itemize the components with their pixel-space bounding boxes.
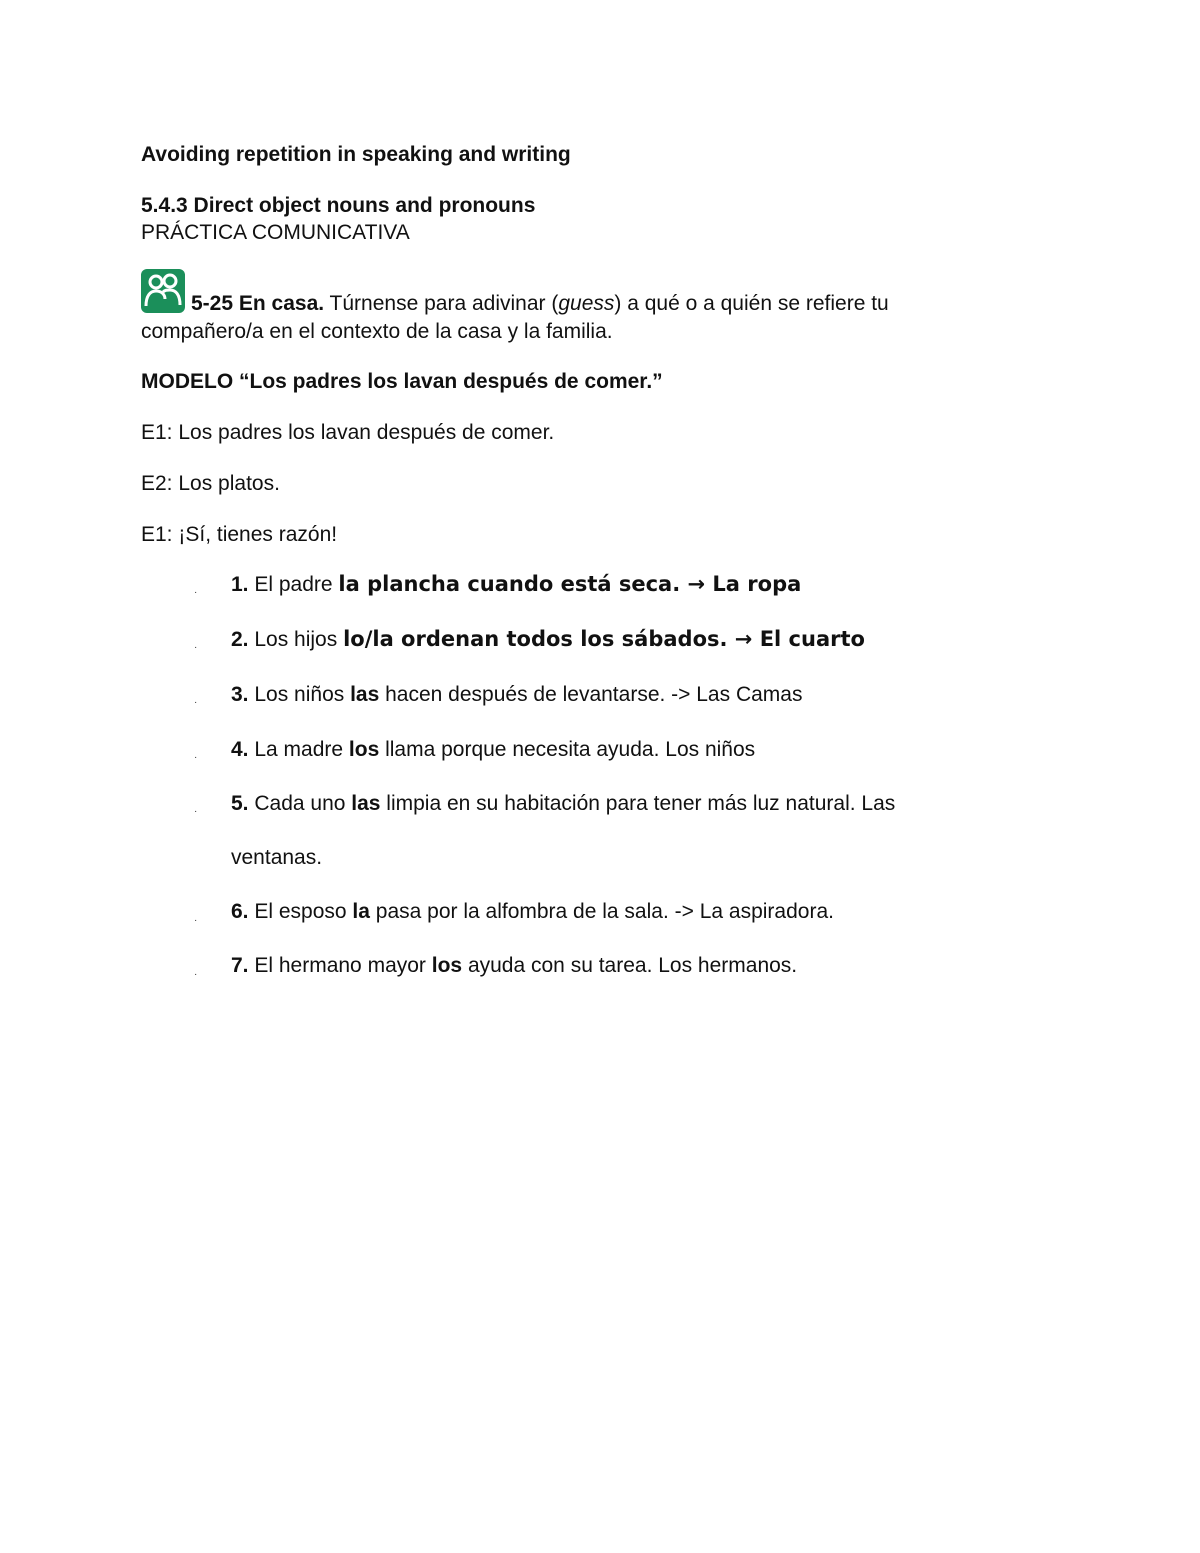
item-text: ayuda con su tarea. Los hermanos.	[462, 954, 798, 977]
list-bullet: ·	[194, 642, 198, 653]
item-text: pasa por la alfombra de la sala. -> La aspiradora.	[369, 900, 834, 923]
list-item-continuation: ventanas.	[231, 846, 323, 869]
item-answer: lo/la ordenan todos los sábados. → El cuarto	[343, 627, 865, 651]
item-text: limpia en su habitación para tener más luz natural. Las	[380, 792, 896, 815]
item-pronoun: los	[348, 738, 380, 761]
exercise-text-before: Túrnense para adivinar (	[324, 292, 559, 315]
item-number: 5.	[231, 792, 249, 815]
list-item	[231, 738, 755, 762]
document-heading: Avoiding repetition in speaking and writing	[141, 143, 571, 166]
item-number: 4.	[231, 738, 249, 761]
exercise-intro-line2: compañero/a en el contexto de la casa y la familia.	[141, 320, 613, 343]
list-item	[231, 792, 895, 816]
item-pronoun: las	[350, 683, 380, 706]
exercise-number: 5-25 En casa.	[191, 292, 325, 315]
list-bullet: ·	[194, 587, 198, 598]
item-pronoun: los	[431, 954, 463, 977]
section-subtitle: PRÁCTICA COMUNICATIVA	[141, 221, 410, 244]
dialogue-line: E2: Los platos.	[141, 472, 280, 495]
list-bullet: ·	[194, 969, 198, 980]
list-bullet: ·	[194, 697, 198, 708]
item-text: El hermano mayor	[248, 954, 432, 977]
list-bullet: ·	[194, 806, 198, 817]
list-bullet: ·	[194, 915, 198, 926]
pair-work-icon	[141, 269, 185, 313]
item-text: La madre	[248, 738, 349, 761]
dialogue-line: E1: Los padres los lavan después de comer.	[141, 421, 555, 444]
list-item	[231, 572, 801, 597]
item-text: hacen después de levantarse. -> Las Camas	[379, 683, 803, 706]
item-text: El padre	[248, 573, 339, 596]
list-item	[231, 954, 797, 978]
item-text: Los niños	[248, 683, 351, 706]
exercise-guess: guess	[558, 292, 615, 315]
item-number: 2.	[231, 628, 249, 651]
exercise-text-after: ) a qué o a quién se refiere tu	[614, 292, 889, 315]
item-answer: la plancha cuando está seca. → La ropa	[338, 572, 802, 596]
list-item	[231, 683, 802, 707]
item-text: Cada uno	[248, 792, 352, 815]
item-number: 7.	[231, 954, 249, 977]
item-pronoun: las	[351, 792, 381, 815]
item-text: El esposo	[248, 900, 353, 923]
exercise-intro	[191, 292, 889, 316]
item-number: 1.	[231, 573, 249, 596]
modelo-line: MODELO “Los padres los lavan después de comer.”	[141, 370, 663, 393]
list-item	[231, 627, 865, 652]
item-number: 3.	[231, 683, 249, 706]
list-item	[231, 900, 834, 924]
item-text: llama porque necesita ayuda. Los niños	[379, 738, 756, 761]
section-title: 5.4.3 Direct object nouns and pronouns	[141, 194, 536, 217]
item-number: 6.	[231, 900, 249, 923]
item-pronoun: la	[352, 900, 370, 923]
dialogue-line: E1: ¡Sí, tienes razón!	[141, 523, 338, 546]
item-text: Los hijos	[248, 628, 344, 651]
list-bullet: ·	[194, 752, 198, 763]
